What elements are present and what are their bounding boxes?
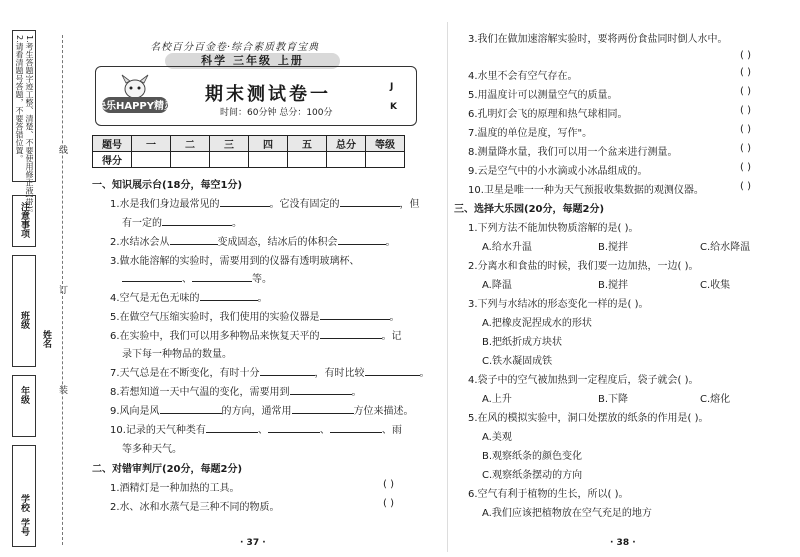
- answer-blank[interactable]: [220, 196, 270, 207]
- answer-paren[interactable]: ( ): [740, 50, 751, 61]
- judge-1: 1.酒精灯是一种加热的工具。: [110, 483, 240, 494]
- answer-blank[interactable]: [320, 309, 390, 320]
- notes-label-box: [12, 195, 36, 247]
- page-number-left: · 37 ·: [240, 538, 266, 548]
- q8-text-b: 。: [351, 387, 362, 398]
- answer-blank[interactable]: [162, 215, 232, 226]
- q10-text-e: 等多种天气。: [122, 444, 182, 455]
- notes-label: 注意事项: [19, 202, 29, 238]
- id-label: 学号: [19, 518, 29, 536]
- section-1-heading: 一、知识展示台(18分，每空1分): [92, 180, 243, 191]
- score-input-cell[interactable]: [132, 152, 171, 168]
- choice-4-a[interactable]: A.上升: [482, 394, 512, 405]
- answer-blank[interactable]: [365, 365, 420, 376]
- judge-6: 6.孔明灯会飞的原理和热气球相同。: [468, 109, 628, 120]
- question-10: [110, 421, 402, 436]
- class-box: [12, 255, 36, 367]
- answer-paren[interactable]: ( ): [383, 498, 394, 509]
- choice-3-c[interactable]: C.铁水凝固成铁: [482, 356, 553, 367]
- judge-10: 10.卫星是唯一一种为天气预报收集数据的观测仪器。: [468, 185, 704, 196]
- judge-5: 5.用温度计可以测量空气的质量。: [468, 90, 618, 101]
- score-input-cell[interactable]: [366, 152, 405, 168]
- q5-text-a: 5.在做空气压缩实验时，我们使用的实验仪器是: [110, 312, 320, 323]
- question-3: [110, 252, 360, 267]
- answer-blank[interactable]: [340, 196, 400, 207]
- binding-strip: [8, 30, 67, 550]
- score-header-cell: 题号: [93, 136, 132, 152]
- choice-5-a[interactable]: A.美观: [482, 432, 512, 443]
- choice-4-b[interactable]: B.下降: [598, 394, 629, 405]
- q8-text-a: 8.若想知道一天中气温的变化，需要用到: [110, 387, 290, 398]
- judge-8: 8.测量降水量，我们可以用一个盆来进行测量。: [468, 147, 678, 158]
- answer-blank[interactable]: [268, 422, 320, 433]
- q10-text-d: 、雨: [381, 425, 402, 436]
- answer-blank[interactable]: [206, 422, 258, 433]
- choice-2-b[interactable]: B.搅拌: [598, 280, 629, 291]
- choice-1-b[interactable]: B.搅拌: [598, 242, 629, 253]
- q1-text-c: ，但: [399, 199, 420, 210]
- q6-text-c: 录下每一种物品的数量。: [122, 349, 232, 360]
- choice-5: 5.在风的模拟实验中，洞口处摆放的纸条的作用是( )。: [468, 413, 709, 424]
- school-label: 学校: [19, 494, 29, 512]
- answer-blank[interactable]: [338, 234, 386, 245]
- question-2: [110, 233, 396, 248]
- section-2-heading: 二、对错审判厅(20分，每题2分): [92, 464, 243, 475]
- q9-text-a: 9.风向是风: [110, 406, 160, 417]
- notes-box: [12, 30, 36, 217]
- page-number-right: · 38 ·: [610, 538, 636, 548]
- time-info: 时间：60分钟 总分：100分: [220, 108, 333, 118]
- score-input-cell[interactable]: [288, 152, 327, 168]
- answer-paren[interactable]: ( ): [740, 67, 751, 78]
- choice-6-a[interactable]: A.我们应该把植物放在空气充足的地方: [482, 508, 652, 519]
- answer-paren[interactable]: ( ): [740, 181, 751, 192]
- choice-4-c[interactable]: C.熔化: [700, 394, 731, 405]
- page-divider: [447, 22, 448, 552]
- score-header-cell: 总分: [327, 136, 366, 152]
- answer-blank[interactable]: [292, 403, 354, 414]
- cut-mark-bind: 订: [57, 285, 67, 294]
- cut-mark-staple: 装: [57, 385, 67, 394]
- score-label-cell: 得分: [93, 152, 132, 168]
- question-5: [110, 308, 400, 323]
- answer-paren[interactable]: ( ): [740, 105, 751, 116]
- answer-blank[interactable]: [200, 290, 258, 301]
- question-1: [110, 195, 420, 210]
- q7-text-c: 。: [419, 368, 430, 379]
- choice-3-a[interactable]: A.把橡皮泥捏成水的形状: [482, 318, 592, 329]
- grade-box: [12, 375, 36, 437]
- section-3-heading: 三、选择大乐园(20分，每题2分): [454, 204, 605, 215]
- q2-text-a: 2.水结冰会从: [110, 237, 170, 248]
- question-7: [110, 364, 430, 379]
- motto: 名校百分百金卷·综合素质教育宝典: [150, 42, 320, 53]
- choice-5-c[interactable]: C.观察纸条摆动的方向: [482, 470, 583, 481]
- judge-2: 2.水、冰和水蒸气是三种不同的物质。: [110, 502, 280, 513]
- q6-text-a: 6.在实验中，我们可以用多种物品来恢复天平的: [110, 331, 320, 342]
- q4-text-a: 4.空气是无色无味的: [110, 293, 200, 304]
- q10-text-a: 10.记录的天气种类有: [110, 425, 206, 436]
- question-6-cont: [122, 345, 232, 360]
- score-table: [92, 135, 405, 168]
- question-10-cont: [122, 440, 182, 455]
- answer-blank[interactable]: [260, 365, 315, 376]
- answer-paren[interactable]: ( ): [383, 479, 394, 490]
- q1-text-a: 1.水是我们身边最常见的: [110, 199, 220, 210]
- judge-3: 3.我们在做加速溶解实验时，要将两份食盐同时倒人水中。: [468, 34, 728, 45]
- q10-text-b: 、: [257, 425, 268, 436]
- answer-blank[interactable]: [122, 271, 182, 282]
- q2-text-b: 变成固态，结冰后的体积会: [217, 237, 338, 248]
- choice-1-a[interactable]: A.给水升温: [482, 242, 532, 253]
- question-4: [110, 289, 268, 304]
- cut-line: [62, 35, 63, 545]
- cut-mark-line: 线: [57, 145, 67, 154]
- choice-2-a[interactable]: A.降温: [482, 280, 512, 291]
- choice-1-c[interactable]: C.给水降温: [700, 242, 751, 253]
- note-1: 1.考生答题字迹工整、清楚、不要使用修正液(带)。: [25, 35, 34, 217]
- score-header-cell: 一: [132, 136, 171, 152]
- happy-elf-logo: [95, 75, 175, 115]
- class-label: 班级: [19, 311, 29, 329]
- q1-text-d: 有一定的: [122, 218, 162, 229]
- judge-7: 7.温度的单位是度，写作"。: [468, 128, 593, 139]
- choice-2-c[interactable]: C.收集: [700, 280, 731, 291]
- q7-text-b: ，有时比较: [314, 368, 365, 379]
- question-9: [110, 402, 414, 417]
- q5-text-b: 。: [389, 312, 400, 323]
- answer-blank[interactable]: [170, 234, 218, 245]
- choice-5-b[interactable]: B.观察纸条的颜色变化: [482, 451, 583, 462]
- q9-text-b: 的方向，通常用: [221, 406, 292, 417]
- q3-text-a: 3.做水能溶解的实验时，需要用到的仪器有透明玻璃杯、: [110, 256, 360, 267]
- q1-text-e: 。: [232, 218, 242, 229]
- page-title: 期末测试卷一: [205, 84, 331, 105]
- choice-1: 1.下列方法不能加快物质溶解的是( )。: [468, 223, 639, 234]
- q1-text-b: 。它没有固定的: [269, 199, 340, 210]
- score-header-cell: 二: [171, 136, 210, 152]
- answer-paren[interactable]: ( ): [740, 124, 751, 135]
- q3-text-c: 等。: [252, 274, 272, 285]
- question-6: [110, 327, 402, 342]
- note-2: 2.请看清题号答题，不要答错位置。: [15, 35, 24, 163]
- answer-blank[interactable]: [290, 384, 352, 395]
- answer-paren[interactable]: ( ): [740, 162, 751, 173]
- q6-text-b: 。记: [381, 331, 402, 342]
- score-header-cell: 四: [249, 136, 288, 152]
- score-input-cell[interactable]: [171, 152, 210, 168]
- judge-4: 4.水里不会有空气存在。: [468, 71, 578, 82]
- judge-9: 9.云是空气中的小水滴或小冰晶组成的。: [468, 166, 648, 177]
- answer-paren[interactable]: ( ): [740, 143, 751, 154]
- school-box: [12, 445, 36, 547]
- choice-6: 6.空气有利于植物的生长，所以( )。: [468, 489, 629, 500]
- q9-text-c: 方位来描述。: [353, 406, 414, 417]
- score-input-cell[interactable]: [327, 152, 366, 168]
- choice-4: 4.袋子中的空气被加热到一定程度后，袋子就会( )。: [468, 375, 699, 386]
- q2-text-c: 。: [385, 237, 396, 248]
- subject-bar: 科学 三年级 上册: [165, 53, 340, 69]
- grade-label: 年级: [19, 386, 29, 404]
- q3-text-b: 、: [182, 274, 192, 285]
- score-header-cell: 等级: [366, 136, 405, 152]
- j-mark: J: [390, 82, 394, 92]
- choice-3: 3.下列与水结冰的形态变化一样的是( )。: [468, 299, 649, 310]
- score-input-cell[interactable]: [210, 152, 249, 168]
- name-label: 姓名: [41, 330, 51, 348]
- k-mark: K: [390, 102, 397, 112]
- score-header-cell: 三: [210, 136, 249, 152]
- answer-blank[interactable]: [192, 271, 252, 282]
- choice-2: 2.分离水和食盐的时候，我们要一边加热，一边( )。: [468, 261, 699, 272]
- q7-text-a: 7.天气总是在不断变化，有时十分: [110, 368, 260, 379]
- q10-text-c: 、: [319, 425, 330, 436]
- answer-paren[interactable]: ( ): [740, 86, 751, 97]
- question-3-cont: [122, 270, 272, 285]
- score-header-cell: 五: [288, 136, 327, 152]
- q4-text-b: 。: [257, 293, 268, 304]
- answer-blank[interactable]: [320, 328, 382, 339]
- question-1-cont: [122, 214, 242, 229]
- svg-text:快乐HAPPY精灵: 快乐HAPPY精灵: [95, 101, 175, 112]
- answer-blank[interactable]: [330, 422, 382, 433]
- answer-blank[interactable]: [160, 403, 222, 414]
- question-8: [110, 383, 362, 398]
- score-input-cell[interactable]: [249, 152, 288, 168]
- choice-3-b[interactable]: B.把纸折成方块状: [482, 337, 563, 348]
